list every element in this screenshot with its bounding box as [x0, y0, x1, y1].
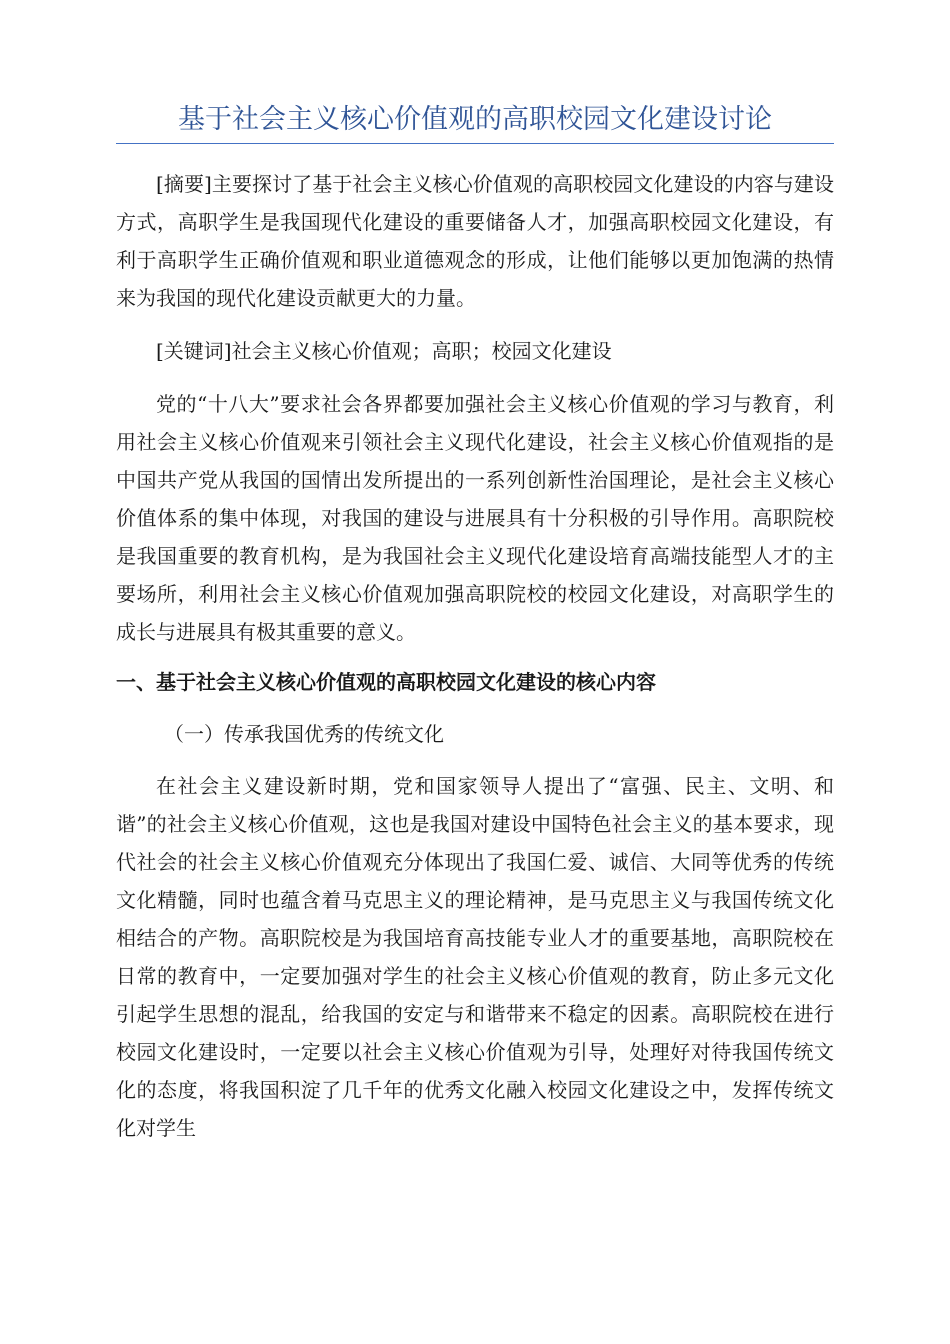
keywords-paragraph: [关键词]社会主义核心价值观；高职；校园文化建设 — [156, 339, 612, 363]
section-heading: 一、基于社会主义核心价值观的高职校园文化建设的核心内容 — [116, 670, 656, 694]
abstract-paragraph: [摘要]主要探讨了基于社会主义核心价值观的高职校园文化建设的内容与建设方式，高职学生是我国现代化建设的重要储备人才，加强高职校园文化建设，有利于高职学生正确价值观和职业道德观念的形成，让他们能够以更加饱满的热情来为我国的现代化建设贡献更大的力量。 — [116, 172, 834, 310]
document-title: 基于社会主义核心价值观的高职校园文化建设讨论 — [116, 100, 834, 144]
subsection-heading: （一）传承我国优秀的传统文化 — [164, 722, 444, 746]
document-page — [116, 100, 834, 1147]
intro-paragraph: 党的“十八大”要求社会各界都要加强社会主义核心价值观的学习与教育，利用社会主义核心价值观来引领社会主义现代化建设，社会主义核心价值观指的是中国共产党从我国的国情出发所提出的一系列创新性治国理论，是社会主义核心价值体系的集中体现，对我国的建设与进展具有十分积极的引导作用。高职院校是我国重要的教育机构，是为我国社会主义现代化建设培育高端技能型人才的主要场所，利用社会主义核心价值观加强高职院校的校园文化建设，对高职学生的成长与进展具有极其重要的意义。 — [116, 392, 834, 644]
body-paragraph: 在社会主义建设新时期，党和国家领导人提出了“富强、民主、文明、和谐”的社会主义核心价值观，这也是我国对建设中国特色社会主义的基本要求，现代社会的社会主义核心价值观充分体现出了我国仁爱、诚信、大同等优秀的传统文化精髓，同时也蕴含着马克思主义的理论精神，是马克思主义与我国传统文化相结合的产物。高职院校是为我国培育高技能专业人才的重要基地，高职院校在日常的教育中，一定要加强对学生的社会主义核心价值观的教育，防止多元文化引起学生思想的混乱，给我国的安定与和谐带来不稳定的因素。高职院校在进行校园文化建设时，一定要以社会主义核心价值观为引导，处理好对待我国传统文化的态度，将我国积淀了几千年的优秀文化融入校园文化建设之中，发挥传统文化对学生 — [116, 774, 834, 1140]
